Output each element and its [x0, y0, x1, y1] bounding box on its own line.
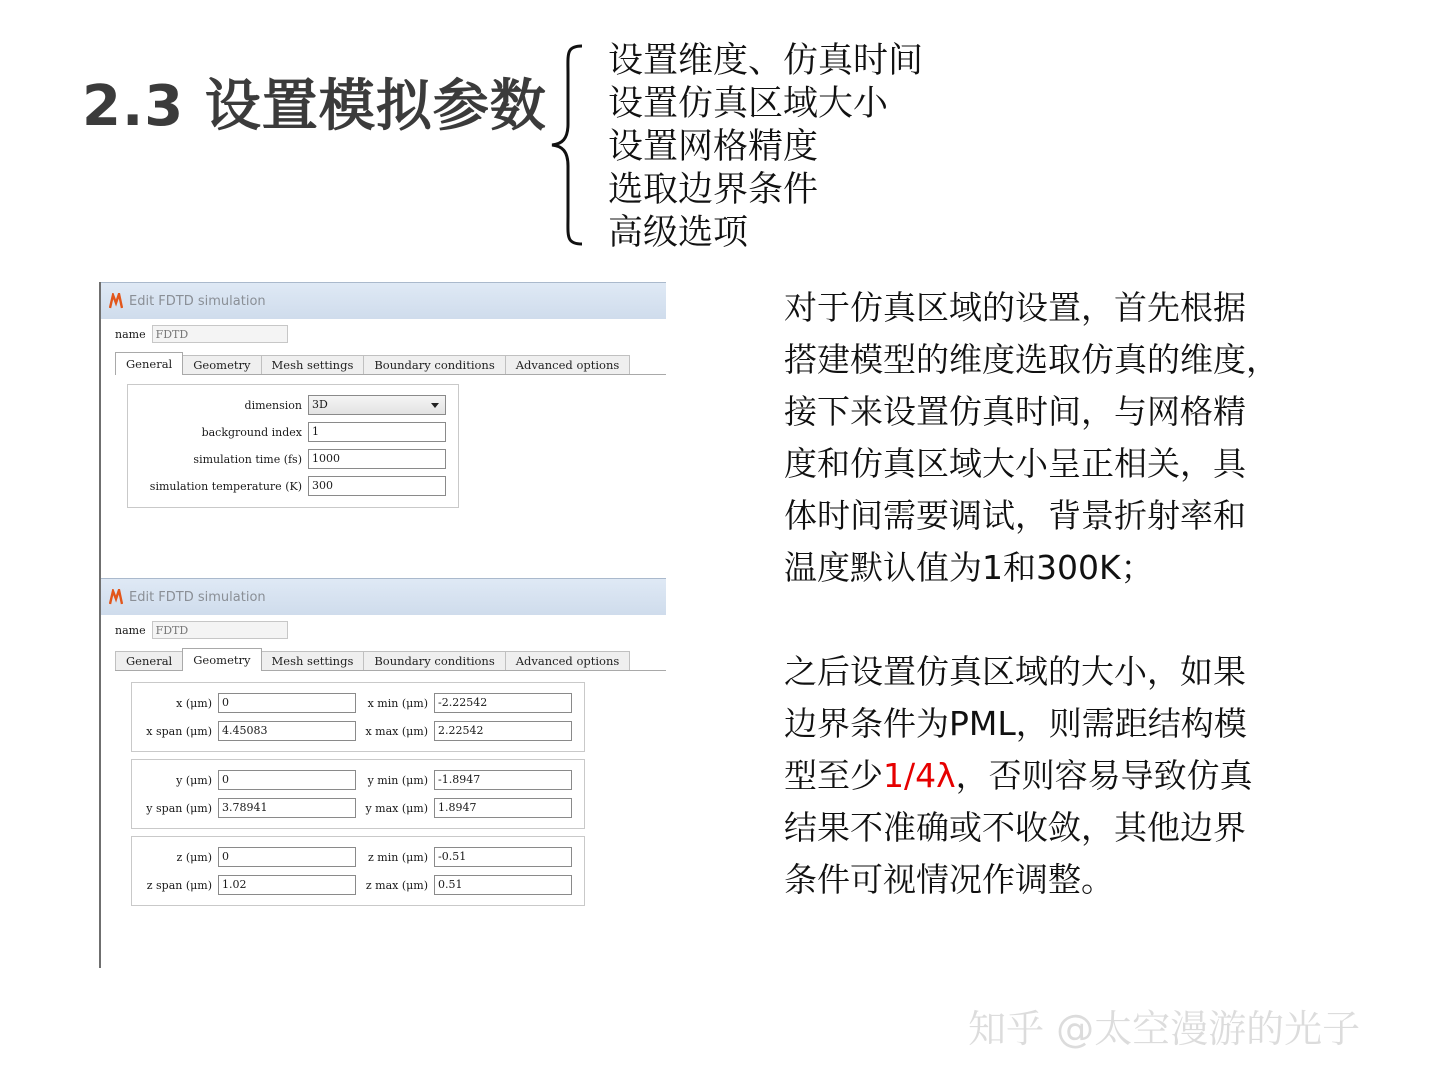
paragraph-text: 型至少 [784, 756, 883, 795]
curly-brace [548, 44, 588, 246]
fdtd-dialog-general [99, 282, 666, 578]
field-label: simulation temperature (K) [149, 479, 302, 493]
field-label: dimension [244, 398, 302, 412]
x-geometry-group [131, 682, 585, 752]
field-label: y (μm) [176, 773, 212, 787]
lumerical-logo-icon [109, 293, 123, 309]
outline-item: 设置网格精度 [608, 127, 819, 167]
dropdown-arrow-icon [431, 403, 439, 408]
outline-list [608, 40, 923, 255]
background-index-input[interactable]: 1 [308, 422, 446, 442]
general-fields-group [127, 384, 459, 508]
field-label: x (μm) [176, 696, 212, 710]
simulation-temperature-input[interactable]: 300 [308, 476, 446, 496]
field-label: x max (μm) [365, 724, 428, 738]
field-label: y min (μm) [367, 773, 428, 787]
field-label: background index [201, 425, 302, 439]
dimension-value: 3D [312, 398, 328, 411]
y-geometry-group [131, 759, 585, 829]
outline-item: 选取边界条件 [608, 170, 819, 210]
tab-boundary-conditions[interactable]: Boundary conditions [363, 355, 505, 375]
tab-general[interactable]: General [115, 651, 183, 671]
paragraph-line: 对于仿真区域的设置，首先根据 [784, 288, 1246, 327]
y-span-input[interactable]: 3.78941 [218, 798, 356, 818]
y-max-input[interactable]: 1.8947 [434, 798, 572, 818]
name-label: name [115, 327, 146, 341]
paragraph-1 [784, 282, 1279, 594]
dialog-title: Edit FDTD simulation [129, 293, 266, 309]
z-span-input[interactable]: 1.02 [218, 875, 356, 895]
paragraph-line: 体时间需要调试，背景折射率和 [784, 496, 1246, 535]
outline-item: 设置仿真区域大小 [608, 84, 889, 124]
paragraph-line [784, 750, 1253, 802]
tab-mesh-settings[interactable]: Mesh settings [261, 355, 365, 375]
paragraph-line: 温度默认值为1和300K； [784, 548, 1154, 587]
field-label: z min (μm) [368, 850, 428, 864]
fdtd-dialog-geometry [99, 578, 666, 968]
x-max-input[interactable]: 2.22542 [434, 721, 572, 741]
tab-advanced-options[interactable]: Advanced options [505, 355, 631, 375]
paragraph-line: 之后设置仿真区域的大小，如果 [784, 652, 1246, 691]
name-input[interactable]: FDTD [152, 621, 288, 639]
tab-mesh-settings[interactable]: Mesh settings [261, 651, 365, 671]
y-input[interactable]: 0 [218, 770, 356, 790]
field-label: y span (μm) [146, 801, 212, 815]
field-label: simulation time (fs) [193, 452, 302, 466]
x-input[interactable]: 0 [218, 693, 356, 713]
paragraph-line: 边界条件为PML，则需距结构模 [784, 704, 1247, 743]
z-min-input[interactable]: -0.51 [434, 847, 572, 867]
paragraph-2 [784, 646, 1253, 906]
simulation-time-input[interactable]: 1000 [308, 449, 446, 469]
watermark: 知乎 @太空漫游的光子 [968, 1007, 1361, 1051]
tab-bar [115, 649, 666, 671]
field-label: x span (μm) [146, 724, 212, 738]
field-label: z (μm) [176, 850, 212, 864]
outline-item: 高级选项 [608, 213, 749, 253]
dialog-titlebar [101, 282, 666, 319]
paragraph-line: 接下来设置仿真时间，与网格精 [784, 392, 1246, 431]
name-label: name [115, 623, 146, 637]
x-span-input[interactable]: 4.45083 [218, 721, 356, 741]
tab-geometry[interactable]: Geometry [182, 355, 261, 375]
slide-title: 2.3 设置模拟参数 [82, 74, 547, 139]
paragraph-line: 搭建模型的维度选取仿真的维度， [784, 340, 1279, 379]
dialog-title: Edit FDTD simulation [129, 589, 266, 605]
field-label: z span (μm) [146, 878, 212, 892]
z-geometry-group [131, 836, 585, 906]
paragraph-line: 条件可视情况作调整。 [784, 860, 1114, 899]
field-label: z max (μm) [365, 878, 428, 892]
field-label: x min (μm) [367, 696, 428, 710]
x-min-input[interactable]: -2.22542 [434, 693, 572, 713]
dialog-titlebar [101, 578, 666, 615]
outline-item: 设置维度、仿真时间 [608, 41, 924, 81]
tab-general[interactable]: General [115, 352, 183, 375]
tab-advanced-options[interactable]: Advanced options [505, 651, 631, 671]
name-input[interactable]: FDTD [152, 325, 288, 343]
tab-boundary-conditions[interactable]: Boundary conditions [363, 651, 505, 671]
y-min-input[interactable]: -1.8947 [434, 770, 572, 790]
paragraph-line: 度和仿真区域大小呈正相关，具 [784, 444, 1246, 483]
highlight-quarter-wavelength: 1/4λ [883, 756, 956, 795]
dimension-select[interactable] [308, 395, 446, 415]
tab-bar [115, 353, 666, 375]
tab-geometry[interactable]: Geometry [182, 648, 261, 671]
paragraph-text: ，否则容易导致仿真 [955, 756, 1253, 795]
field-label: y max (μm) [365, 801, 428, 815]
z-input[interactable]: 0 [218, 847, 356, 867]
paragraph-line: 结果不准确或不收敛，其他边界 [784, 808, 1246, 847]
z-max-input[interactable]: 0.51 [434, 875, 572, 895]
lumerical-logo-icon [109, 589, 123, 605]
